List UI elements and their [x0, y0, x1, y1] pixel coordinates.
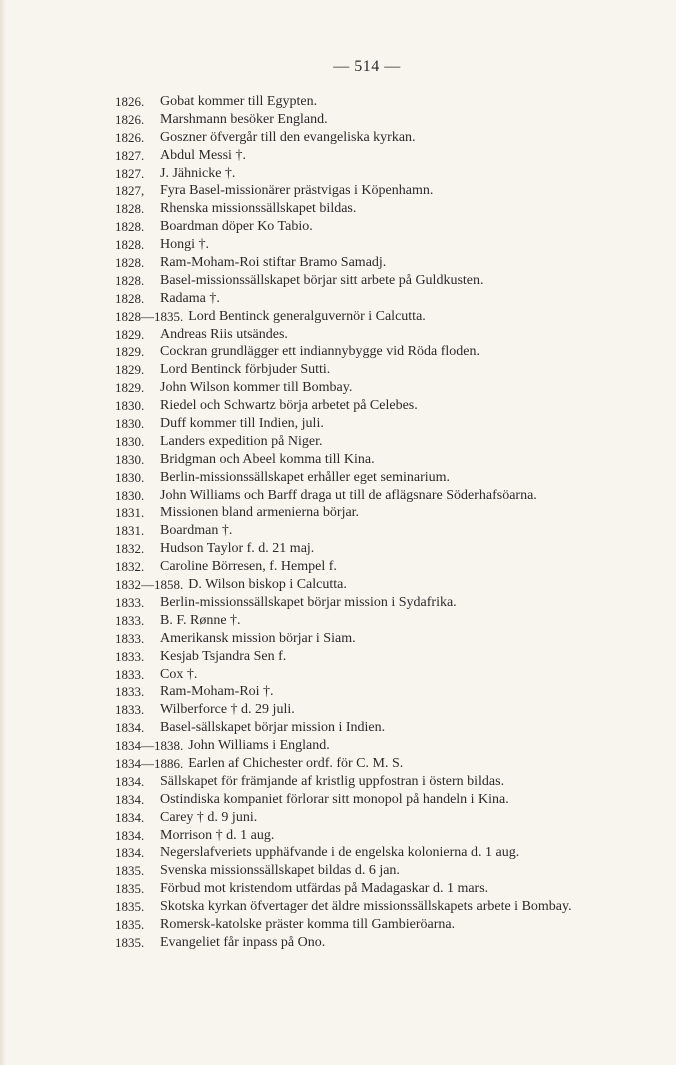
chronology-entry [115, 827, 642, 845]
entry-text: Carey † d. 9 juni. [160, 809, 258, 825]
chronology-entry [115, 522, 642, 540]
chronology-entry [115, 487, 642, 505]
entry-text: Amerikansk mission börjar i Siam. [160, 630, 356, 646]
entry-year: 1828. [115, 272, 145, 288]
entry-text: Cockran grundlägger ett indiannybygge vid Röda floden. [160, 344, 480, 360]
chronology-entry [115, 540, 642, 558]
entry-year: 1827, [115, 183, 145, 199]
entry-text: Lord Bentinck generalguvernör i Calcutta. [188, 308, 426, 324]
page-number: — 514 — [333, 58, 401, 75]
entry-text: Andreas Riis utsändes. [160, 326, 288, 342]
chronology-entry [115, 737, 642, 755]
entry-year: 1826. [115, 94, 145, 109]
entry-text: Basel-missionssällskapet börjar sitt arbete på Guldkusten. [160, 272, 484, 288]
entry-year: 1834. [115, 791, 145, 807]
entry-year: 1827. [115, 147, 145, 163]
chronology-entry [115, 809, 642, 827]
entry-text: Sällskapet för främjande af kristlig uppfostran i östern bildas. [160, 773, 505, 789]
entry-text: Ram-Moham-Roi stiftar Bramo Samadj. [160, 255, 387, 271]
entry-text: Hongi †. [160, 237, 209, 253]
chronology-entry [115, 343, 642, 361]
entry-year: 1833. [115, 666, 145, 682]
chronology-entry [115, 576, 642, 594]
chronology-entry [115, 773, 642, 791]
entry-year: 1833. [115, 684, 145, 700]
entry-year: 1831. [115, 523, 145, 539]
chronology-entry [115, 129, 642, 147]
entry-text: B. F. Rønne †. [160, 612, 241, 628]
entry-year: 1828. [115, 255, 145, 271]
entry-year: 1834—1886. [115, 755, 184, 771]
entry-year: 1829. [115, 326, 145, 342]
chronology-entry [115, 612, 642, 630]
chronology-entry [115, 898, 642, 916]
entry-year: 1833. [115, 630, 145, 646]
entry-text: Berlin-missionssällskapet börjar mission i Sydafrika. [160, 594, 457, 610]
entry-year: 1829. [115, 344, 145, 360]
chronology-entry [115, 433, 642, 451]
entry-text: Negerslafveriets upphäfvande i de engelska kolonierna d. 1 aug. [160, 845, 520, 861]
entry-year: 1833. [115, 702, 145, 718]
entry-year: 1830. [115, 451, 145, 467]
entry-text: Fyra Basel-missionärer prästvigas i Köpenhamn. [160, 183, 434, 199]
chronology-entry [115, 272, 642, 290]
chronology-entry [115, 361, 642, 379]
entry-text: Abdul Messi †. [160, 147, 246, 163]
entry-year: 1832. [115, 559, 145, 575]
entry-text: Wilberforce † d. 29 juli. [160, 702, 295, 718]
chronology-entry [115, 594, 642, 612]
chronology-entry [115, 111, 642, 129]
entry-year: 1830. [115, 487, 145, 503]
entry-text: Lord Bentinck förbjuder Sutti. [160, 362, 331, 378]
chronology-entry [115, 290, 642, 308]
entry-text: John Williams och Barff draga ut till de aflägsnare Söderhafsöarna. [160, 487, 537, 503]
entry-year: 1832. [115, 541, 145, 557]
entry-year: 1835. [115, 934, 145, 950]
chronology-list [115, 93, 642, 952]
entry-year: 1833. [115, 594, 145, 610]
entry-year: 1832—1858. [115, 577, 184, 593]
entry-text: Förbud mot kristendom utfärdas på Madagaskar d. 1 mars. [160, 881, 489, 897]
chronology-entry [115, 254, 642, 272]
entry-year: 1828. [115, 219, 145, 235]
chronology-entry [115, 666, 642, 684]
entry-text: Ram-Moham-Roi †. [160, 684, 274, 700]
chronology-entry [115, 719, 642, 737]
entry-text: Missionen bland armenierna börjar. [160, 505, 360, 521]
chronology-entry [115, 451, 642, 469]
entry-text: Svenska missionssällskapet bildas d. 6 jan. [160, 863, 400, 879]
entry-year: 1834. [115, 720, 145, 736]
chronology-entry [115, 630, 642, 648]
chronology-entry [115, 844, 642, 862]
chronology-entry [115, 379, 642, 397]
chronology-entry [115, 218, 642, 236]
chronology-entry [115, 236, 642, 254]
entry-year: 1833. [115, 648, 145, 664]
entry-year: 1834. [115, 809, 145, 825]
entry-year: 1835. [115, 863, 145, 879]
entry-text: Hudson Taylor f. d. 21 maj. [160, 541, 315, 557]
chronology-entry [115, 648, 642, 666]
entry-text: Duff kommer till Indien, juli. [160, 416, 324, 432]
entry-year: 1826. [115, 111, 145, 127]
chronology-entry [115, 683, 642, 701]
entry-text: Marshmann besöker England. [160, 111, 328, 127]
entry-year: 1834. [115, 827, 145, 843]
entry-year: 1835. [115, 899, 145, 915]
chronology-entry [115, 504, 642, 522]
chronology-entry [115, 397, 642, 415]
chronology-entry [115, 558, 642, 576]
entry-text: Bridgman och Abeel komma till Kina. [160, 451, 375, 467]
chronology-entry [115, 469, 642, 487]
entry-text: Rhenska missionssällskapet bildas. [160, 201, 357, 217]
chronology-entry [115, 200, 642, 218]
chronology-entry [115, 165, 642, 183]
entry-year: 1828. [115, 237, 145, 253]
entry-year: 1835. [115, 916, 145, 932]
entry-text: Radama †. [160, 290, 220, 306]
chronology-entry [115, 934, 642, 952]
chronology-entry [115, 791, 642, 809]
chronology-entry [115, 326, 642, 344]
entry-year: 1828—1835. [115, 308, 184, 324]
entry-text: Romersk-katolske präster komma till Gambieröarna. [160, 916, 456, 932]
chronology-entry [115, 308, 642, 326]
entry-text: Caroline Börresen, f. Hempel f. [160, 559, 337, 575]
entry-text: Cox †. [160, 666, 198, 682]
entry-text: Basel-sällskapet börjar mission i Indien. [160, 720, 386, 736]
entry-text: Gobat kommer till Egypten. [160, 94, 318, 109]
entry-year: 1833. [115, 612, 145, 628]
chronology-entry [115, 862, 642, 880]
entry-year: 1826. [115, 129, 145, 145]
chronology-entry [115, 147, 642, 165]
entry-text: Morrison † d. 1 aug. [160, 827, 275, 843]
entry-text: D. Wilson biskop i Calcutta. [188, 577, 347, 593]
entry-year: 1828. [115, 201, 145, 217]
entry-text: Landers expedition på Niger. [160, 433, 323, 449]
chronology-entry [115, 415, 642, 433]
entry-text: John Wilson kommer till Bombay. [160, 380, 353, 396]
entry-text: Boardman döper Ko Tabio. [160, 219, 313, 235]
entry-text: Boardman †. [160, 523, 233, 539]
entry-year: 1828. [115, 290, 145, 306]
chronology-entry [115, 880, 642, 898]
entry-year: 1830. [115, 416, 145, 432]
chronology-entry [115, 916, 642, 934]
entry-text: Skotska kyrkan öfvertager det äldre missionssällskapets arbete i Bombay. [160, 899, 572, 915]
chronology-entry [115, 182, 642, 200]
entry-year: 1831. [115, 505, 145, 521]
entry-text: Ostindiska kompaniet förlorar sitt monopol på handeln i Kina. [160, 791, 509, 807]
entry-year: 1834—1838. [115, 738, 184, 754]
entry-text: Kesjab Tsjandra Sen f. [160, 648, 287, 664]
entry-year: 1834. [115, 845, 145, 861]
chronology-entry [115, 93, 642, 111]
entry-text: Evangeliet får inpass på Ono. [160, 934, 326, 950]
entry-year: 1830. [115, 469, 145, 485]
entry-text: Berlin-missionssällskapet erhåller eget seminarium. [160, 469, 451, 485]
entry-year: 1835. [115, 881, 145, 897]
entry-year: 1834. [115, 773, 145, 789]
entry-text: Earlen af Chichester ordf. för C. M. S. [188, 755, 404, 771]
entry-text: Riedel och Schwartz börja arbetet på Celebes. [160, 398, 418, 414]
entry-year: 1829. [115, 362, 145, 378]
entry-text: J. Jähnicke †. [160, 165, 236, 181]
entry-text: John Williams i England. [188, 738, 330, 754]
entry-year: 1830. [115, 398, 145, 414]
page-edge-shadow [0, 0, 6, 1065]
chronology-entry [115, 755, 642, 773]
entry-year: 1830. [115, 433, 145, 449]
chronology-entry [115, 701, 642, 719]
entry-year: 1829. [115, 380, 145, 396]
entry-text: Goszner öfvergår till den evangeliska kyrkan. [160, 129, 416, 145]
entry-year: 1827. [115, 165, 145, 181]
